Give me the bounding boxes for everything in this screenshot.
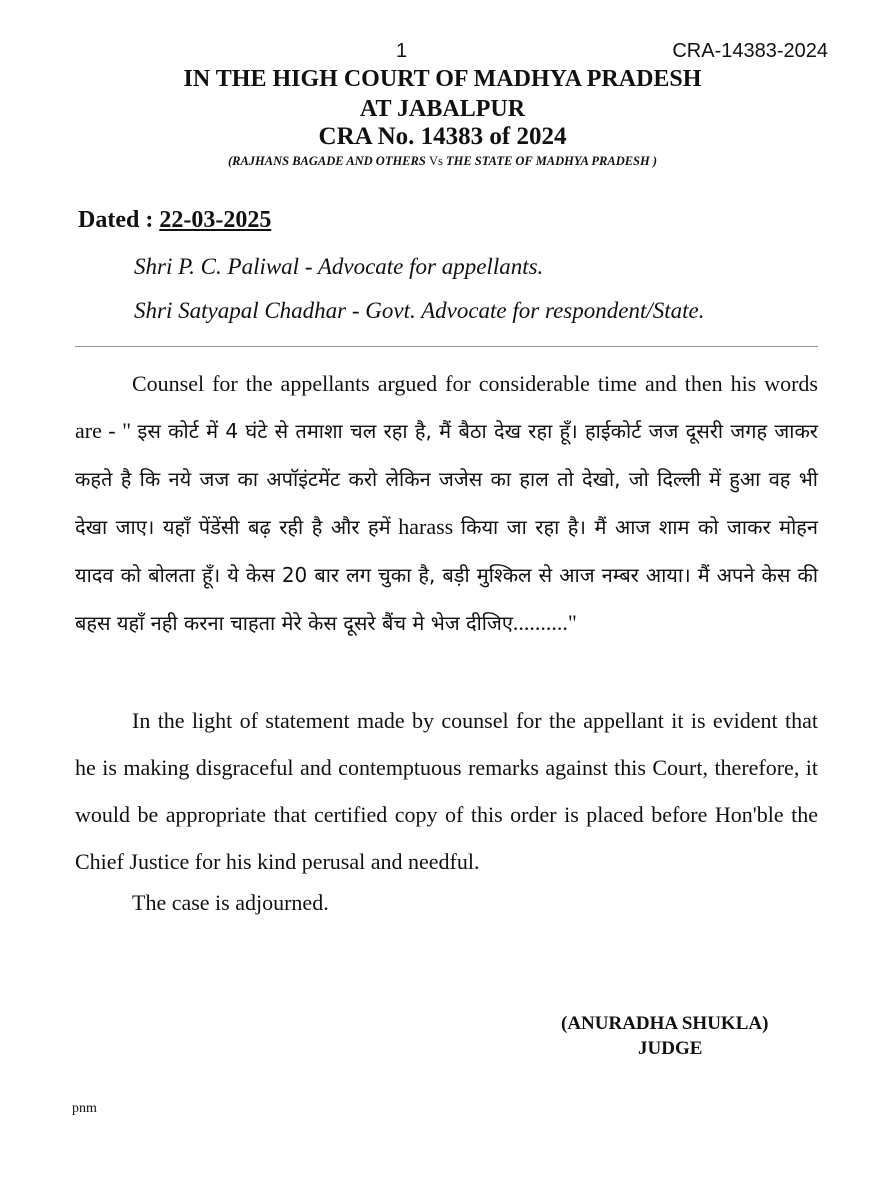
statement-english-word: harass: [390, 514, 461, 539]
case-reference: CRA-14383-2024: [672, 40, 828, 62]
paragraph-counsel-statement: [75, 360, 818, 647]
divider-line: [75, 346, 818, 347]
judge-name: (ANURADHA SHUKLA): [561, 1013, 769, 1034]
statement-hindi-part1: इस कोर्ट में 4 घंटे से तमाशा चल रहा है, मैं बैठा देख रहा हूँ। हाईकोर्ट जज दूसरी जगह जाकर कहते है कि नये जज का अपॉइंटमेंट करो लेकिन जजेस का हाल तो देखो, जो दिल्ली में हुआ वह भी देखा जाए। यहाँ पेंडेंसी बढ़ रही है और हमें: [75, 419, 818, 539]
parties-line: [0, 154, 885, 169]
respondent-name: THE STATE OF MADHYA PRADESH ): [445, 154, 658, 168]
typist-initials: pnm: [72, 1101, 97, 1116]
appellants-name: (RAJHANS BAGADE AND OTHERS: [227, 154, 426, 168]
statement-intro: Counsel for the appellants argued for considerable time and then his words are - ": [75, 371, 818, 443]
paragraph-adjourned: The case is adjourned.: [132, 890, 329, 915]
versus-label: Vs: [428, 154, 443, 168]
paragraph-court-observation: In the light of statement made by counsel for the appellant it is evident that he is making disgraceful and contemptuous remarks against this Court, therefore, it would be appropriate that certified copy of this order is placed before Hon'ble the Chief Justice for his kind perusal and needful.: [75, 708, 818, 874]
statement-hindi-part2: किया जा रहा है। मैं आज शाम को जाकर मोहन यादव को बोलता हूँ। ये केस 20 बार लग चुका है, बड़ी मुश्किल से आज नम्बर आया। मैं अपने केस की बहस यहाँ नही करना चाहता मेरे केस दूसरे बैंच मे भेज दीजिए: [75, 515, 818, 635]
page-number: 1: [396, 40, 408, 62]
court-location: AT JABALPUR: [359, 96, 526, 122]
counsel-respondent: Shri Satyapal Chadhar - Govt. Advocate for respondent/State.: [134, 298, 705, 323]
order-date: 22-03-2025: [159, 207, 272, 233]
counsel-appellants: Shri P. C. Paliwal - Advocate for appellants.: [134, 254, 544, 279]
case-number: CRA No. 14383 of 2024: [318, 123, 567, 150]
court-name: IN THE HIGH COURT OF MADHYA PRADESH: [183, 66, 702, 92]
dated-label: Dated :: [78, 207, 160, 233]
judge-title: JUDGE: [638, 1038, 703, 1059]
dated-line: [78, 207, 271, 234]
statement-ending: ..........": [512, 610, 577, 635]
